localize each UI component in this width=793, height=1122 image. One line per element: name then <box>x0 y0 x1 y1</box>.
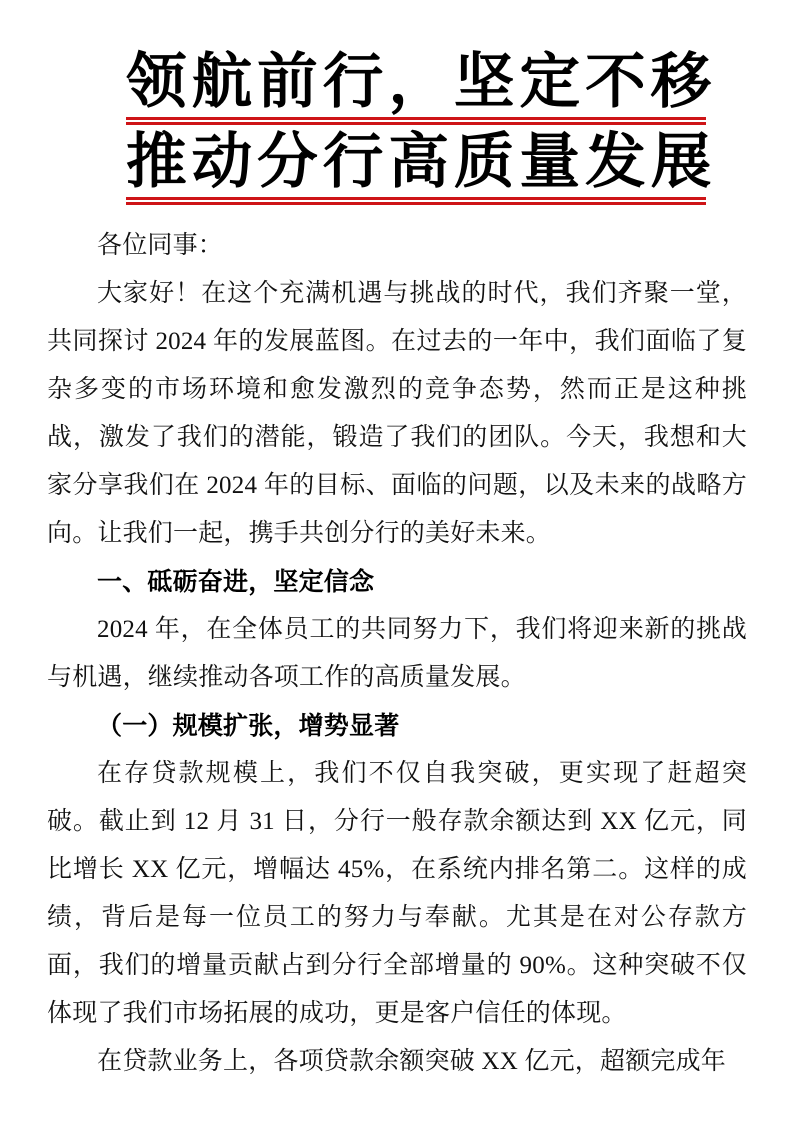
title-line-1-text: 领航前行，坚定不移 <box>126 48 712 115</box>
document-body <box>47 222 747 1086</box>
intro-paragraph: 大家好！在这个充满机遇与挑战的时代，我们齐聚一堂，共同探讨 2024 年的发展蓝图。在过去的一年中，我们面临了复杂多变的市场环境和愈发激烈的竞争态势，然而正是这种挑战，激发了我们的潜能，锻造了我们的团队。今天，我想和大家分享我们在 2024 年的目标、面临的问题，以及未来的战略方向。让我们一起，携手共创分行的美好未来。 <box>47 280 747 547</box>
salutation: 各位同事： <box>97 232 224 259</box>
subsection-heading-1: （一）规模扩张，增势显著 <box>97 712 400 740</box>
title-underline-2 <box>126 197 706 204</box>
title-line-2-text: 推动分行高质量发展 <box>126 128 712 195</box>
title-line-2 <box>126 126 712 204</box>
title-line-1 <box>126 46 712 124</box>
subsection-paragraph-2: 在贷款业务上，各项贷款余额突破 XX 亿元，超额完成年 <box>97 1048 727 1075</box>
document-title <box>126 46 712 206</box>
section-paragraph-1: 2024 年，在全体员工的共同努力下，我们将迎来新的挑战与机遇，继续推动各项工作的高质量发展。 <box>47 616 747 691</box>
title-underline-1 <box>126 117 706 124</box>
subsection-paragraph-1: 在存贷款规模上，我们不仅自我突破，更实现了赶超突破。截止到 12 月 31 日，分行一般存款余额达到 XX 亿元，同比增长 XX 亿元，增幅达 45%，在系统内排名第二。这样的成绩，背后是每一位员工的努力与奉献。尤其是在对公存款方面，我们的增量贡献占到分行全部增量的 90%。这种突破不仅体现了我们市场拓展的成功，更是客户信任的体现。 <box>47 760 747 1027</box>
section-heading-1: 一、砥砺奋进，坚定信念 <box>97 568 375 596</box>
